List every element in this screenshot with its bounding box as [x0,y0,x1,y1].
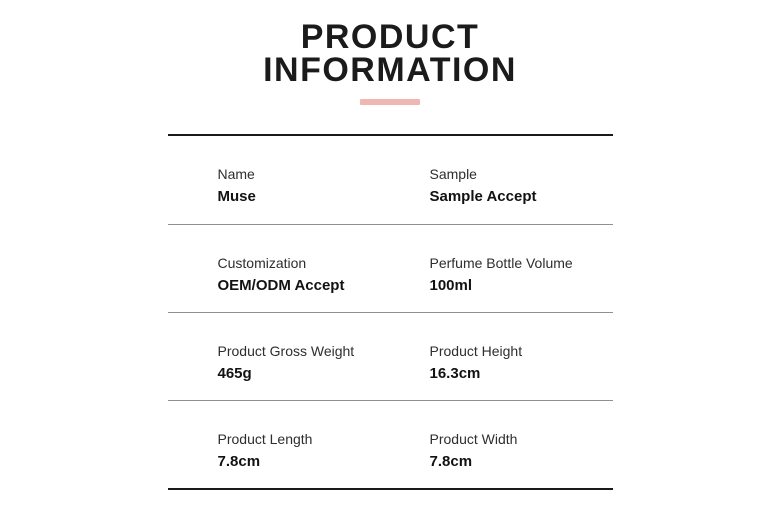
table-row [168,312,613,400]
cell-value: Muse [217,188,256,205]
cell-label: Perfume Bottle Volume [429,255,573,271]
cell-label: Product Width [429,431,518,447]
table-cell-bottle-volume [430,225,613,295]
table-cell-name [168,136,430,206]
cell-label: Customization [217,255,307,271]
table-cell-length [168,401,430,471]
cell-label: Product Height [429,343,523,359]
table-row [168,136,613,224]
table-cell-sample [430,136,613,206]
cell-label: Product Length [217,431,313,447]
title-accent-bar [360,99,420,105]
cell-value: 100ml [429,277,473,294]
product-spec-table [168,134,613,490]
cell-value: 465g [217,365,252,382]
cell-label: Name [217,166,255,182]
cell-value: Sample Accept [429,188,537,205]
table-cell-height [430,313,613,383]
table-cell-customization [168,225,430,295]
page-header [0,0,780,105]
cell-value: 7.8cm [429,453,473,470]
page-title-line-2: INFORMATION [263,51,517,89]
page-title-line-1: PRODUCT [300,18,480,56]
cell-value: 7.8cm [217,453,261,470]
table-row [168,400,613,488]
cell-label: Sample [429,166,477,182]
table-cell-width [430,401,613,471]
page-title [0,18,780,89]
cell-value: 16.3cm [429,365,481,382]
table-cell-gross-weight [168,313,430,383]
cell-value: OEM/ODM Accept [217,277,345,294]
table-row [168,224,613,312]
cell-label: Product Gross Weight [217,343,355,359]
